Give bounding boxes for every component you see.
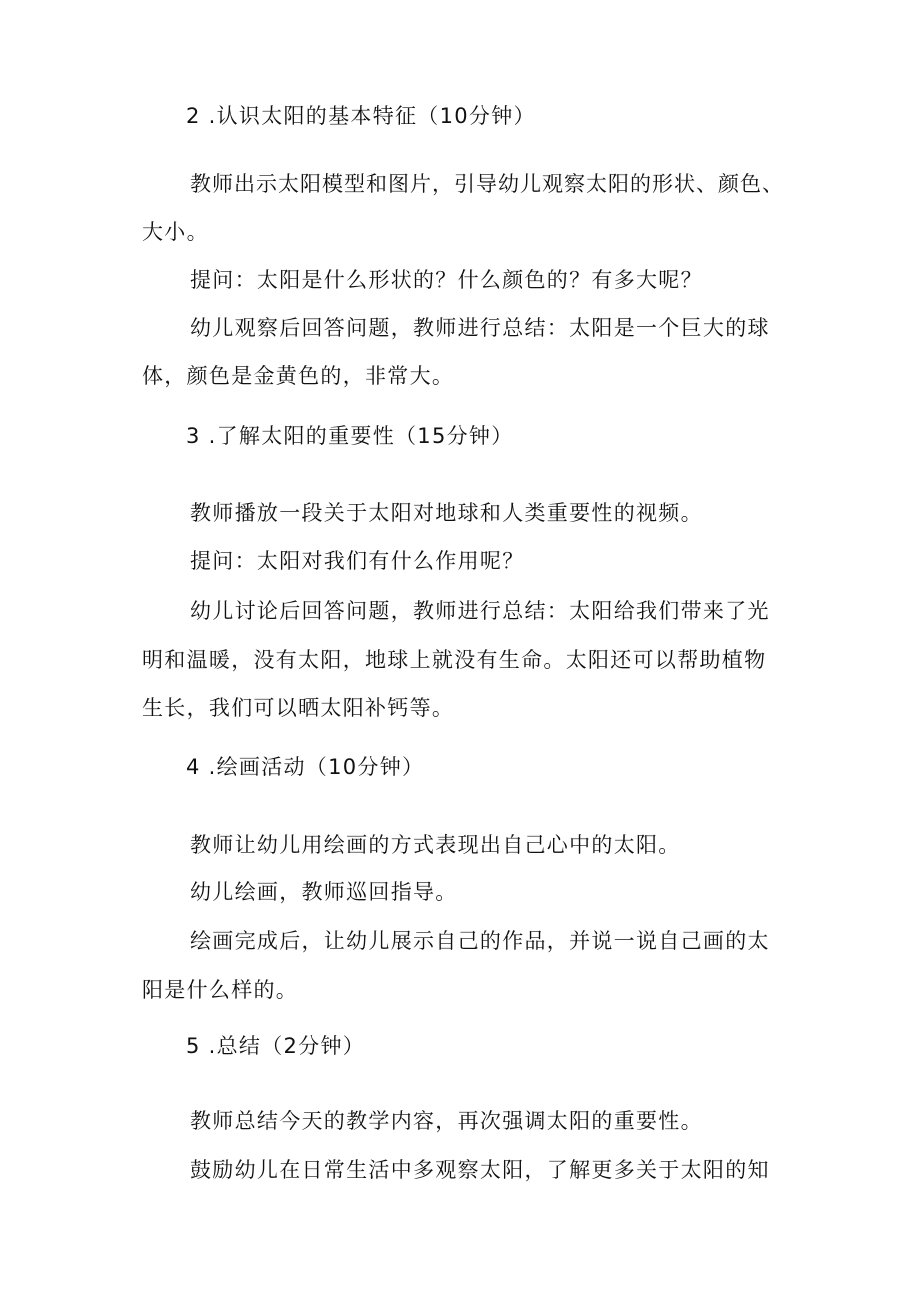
- paragraph-line: 幼儿绘画，教师巡回指导。: [190, 880, 458, 904]
- paragraph-line: 教师出示太阳模型和图片，引导幼儿观察太阳的形状、颜色、: [190, 172, 784, 196]
- paragraph-line: 鼓励幼儿在日常生活中多观察太阳，了解更多关于太阳的知: [190, 1158, 770, 1182]
- section-heading-4: 4 .绘画活动（10分钟）: [186, 755, 425, 779]
- paragraph-line: 阳是什么样的。: [142, 978, 299, 1002]
- paragraph-line: 提问：太阳是什么形状的？什么颜色的？有多大呢？: [190, 268, 703, 292]
- paragraph-line: 生长，我们可以晒太阳补钙等。: [142, 696, 455, 720]
- section-heading-3: 3 .了解太阳的重要性（15分钟）: [186, 424, 514, 448]
- paragraph-line: 教师播放一段关于太阳对地球和人类重要性的视频。: [190, 501, 703, 525]
- paragraph-line: 教师总结今天的教学内容，再次强调太阳的重要性。: [190, 1109, 703, 1133]
- paragraph-line: 幼儿观察后回答问题，教师进行总结：太阳是一个巨大的球: [190, 316, 770, 340]
- paragraph-line: 幼儿讨论后回答问题，教师进行总结：太阳给我们带来了光: [190, 599, 770, 623]
- paragraph-line: 提问：太阳对我们有什么作用呢？: [190, 549, 525, 573]
- paragraph-line: 绘画完成后，让幼儿展示自己的作品，并说一说自己画的太: [190, 929, 770, 953]
- section-heading-2: 2 .认识太阳的基本特征（10分钟）: [186, 104, 536, 128]
- section-heading-5: 5 .总结（2分钟）: [186, 1034, 366, 1058]
- paragraph-line: 教师让幼儿用绘画的方式表现出自己心中的太阳。: [190, 833, 681, 857]
- paragraph-line: 体，颜色是金黄色的，非常大。: [142, 364, 455, 388]
- paragraph-line: 大小。: [142, 220, 209, 244]
- paragraph-line: 明和温暖，没有太阳，地球上就没有生命。太阳还可以帮助植物: [142, 648, 767, 672]
